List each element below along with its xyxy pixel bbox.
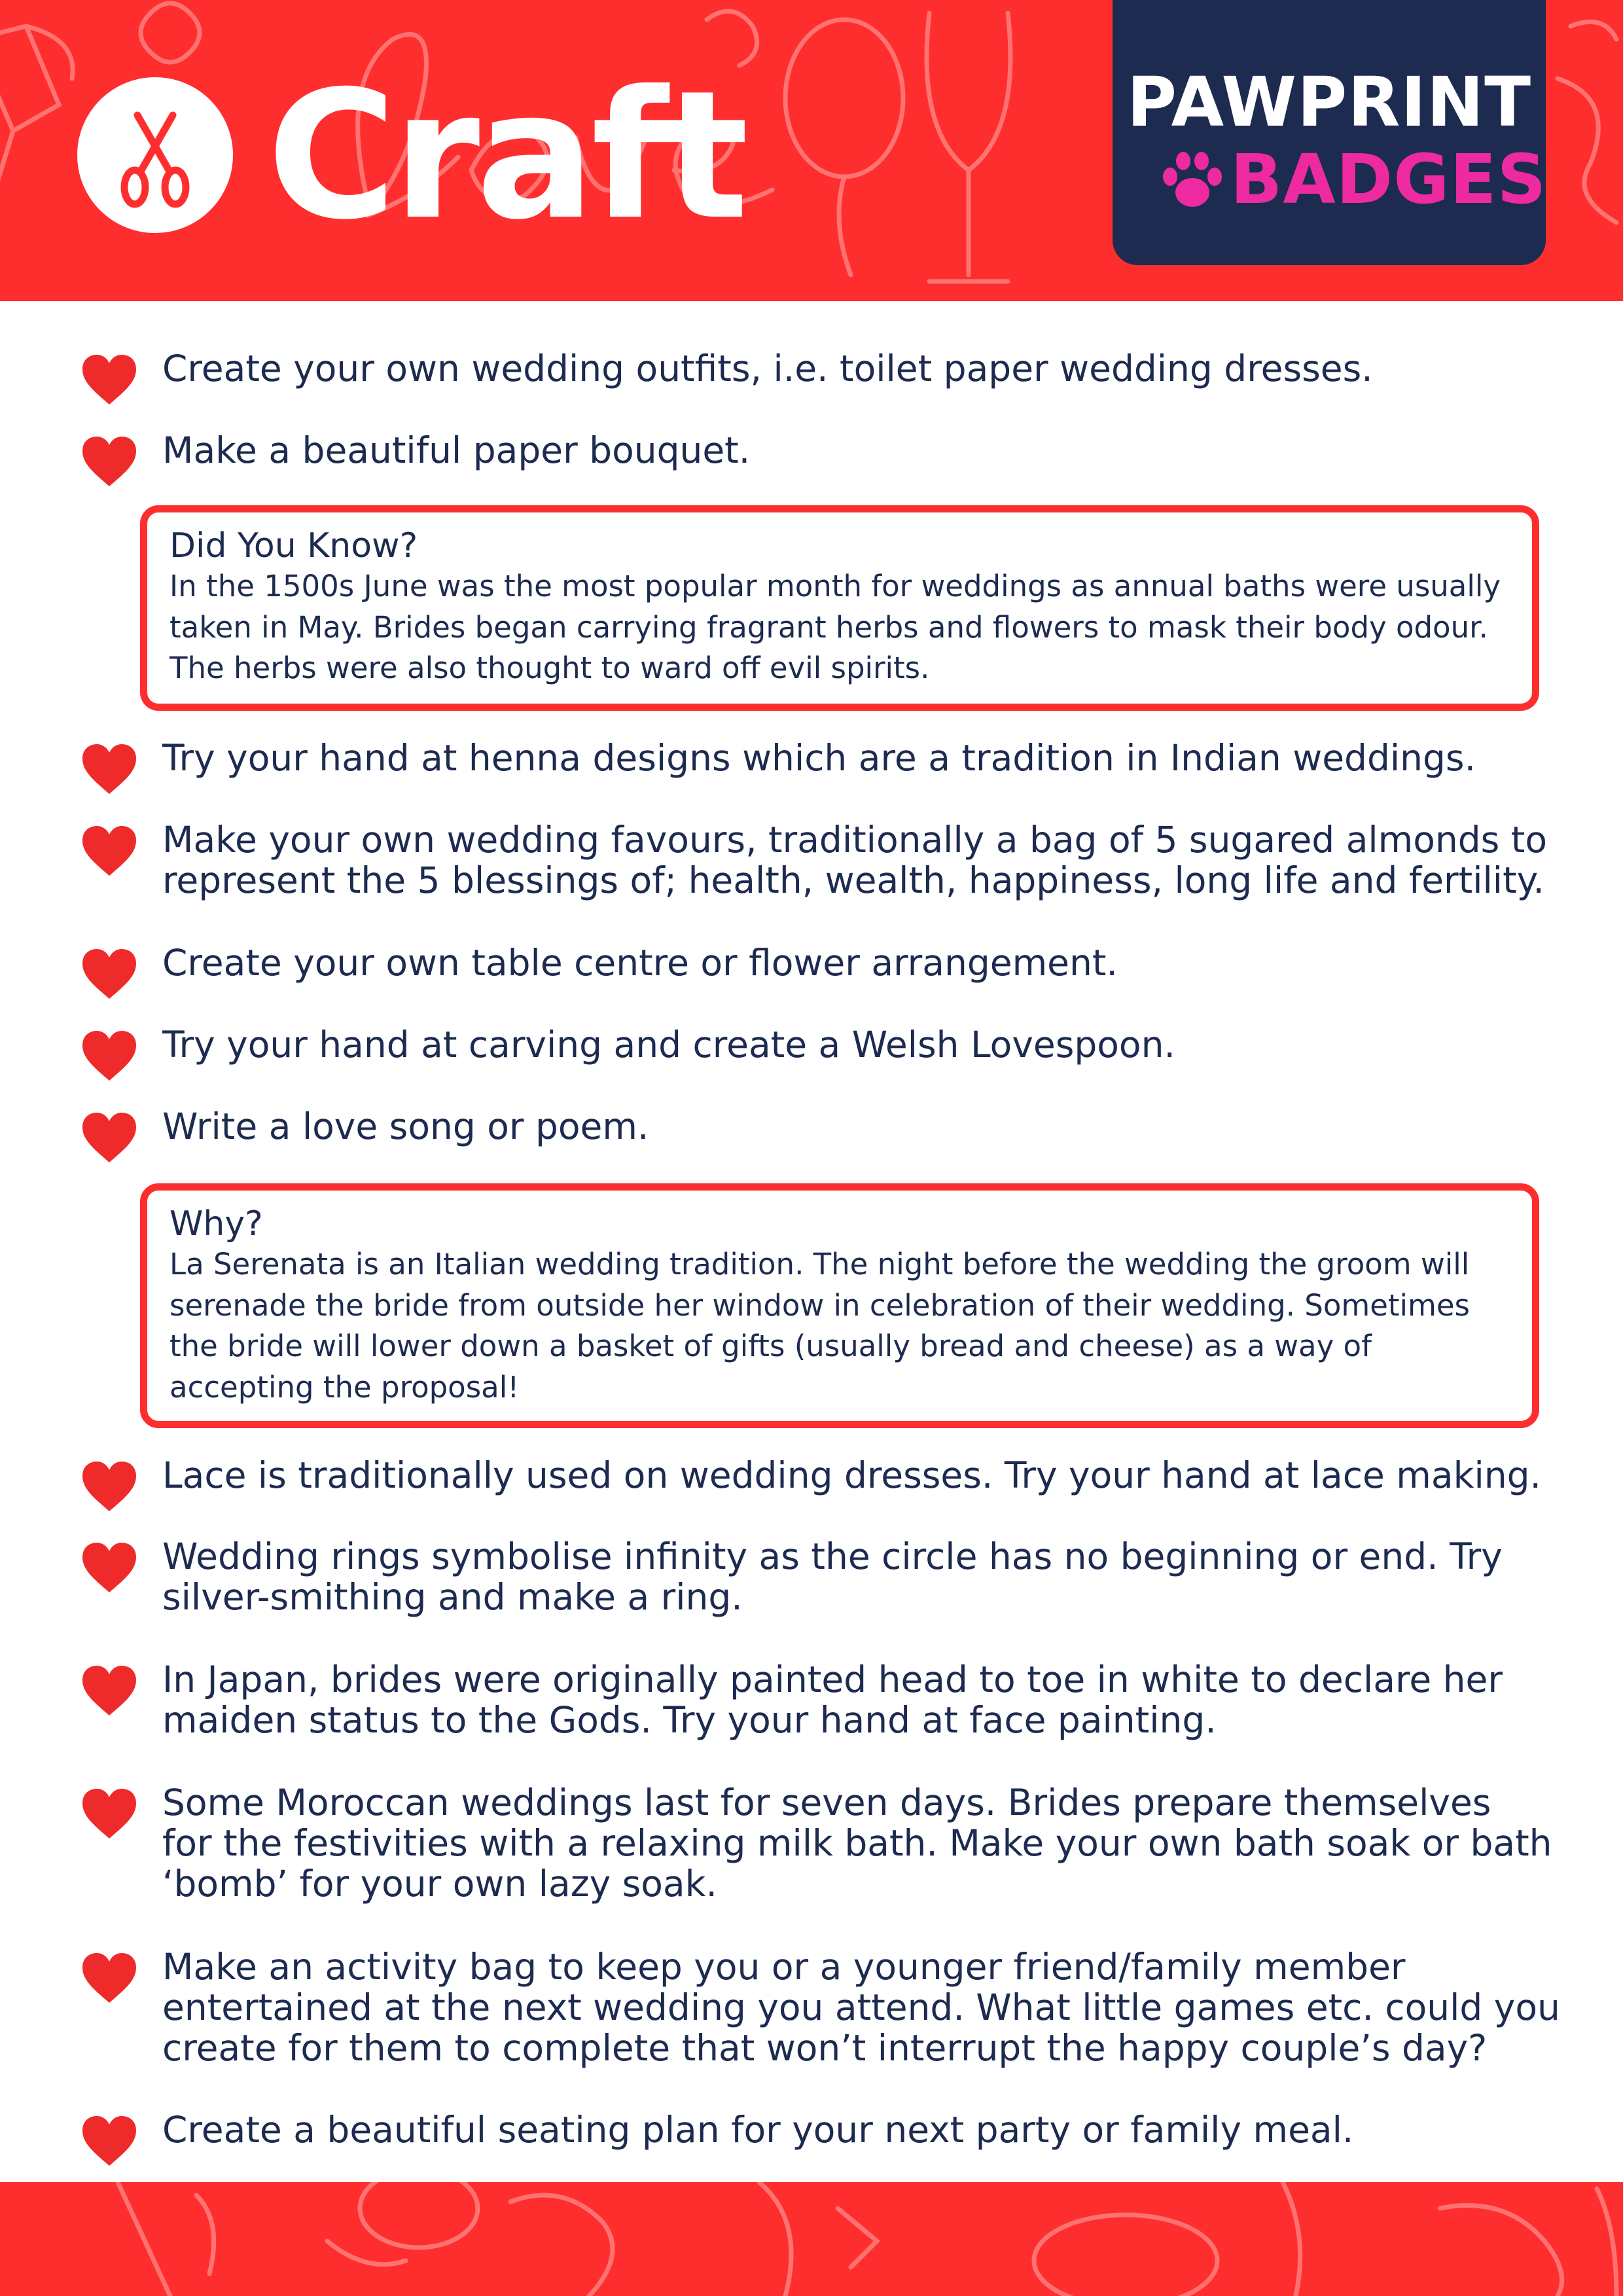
heart-icon — [81, 353, 137, 406]
list-item-text — [162, 819, 1547, 901]
list-item-line: Make your own wedding favours, traditionally a bag of 5 sugared almonds to — [162, 819, 1548, 861]
logo-line-2: BADGES — [1230, 139, 1547, 219]
list-item-line: In Japan, brides were originally painted head to toe in white to declare her — [162, 1659, 1503, 1700]
list-item-text — [162, 1946, 1560, 2069]
list-item-line: Create your own table centre or flower arrangement. — [162, 942, 1118, 984]
list-item-line: Make an activity bag to keep you or a younger friend/family member — [162, 1946, 1406, 1988]
list-item-line: Make a beautiful paper bouquet. — [162, 429, 751, 471]
info-box-line: serenade the bride from outside her window in celebration of their wedding. Sometimes — [169, 1287, 1470, 1323]
pawprint-badges-logo — [1113, 0, 1546, 265]
info-box-line: In the 1500s June was the most popular month for weddings as annual baths were usually — [169, 569, 1501, 603]
list-item-line: Write a love song or poem. — [162, 1105, 649, 1147]
list-item-text — [162, 738, 1547, 778]
info-box-content — [169, 526, 1518, 689]
heart-icon — [81, 743, 137, 795]
info-box-line: The herbs were also thought to ward off evil spirits. — [169, 651, 930, 685]
list-item-line: maiden status to the Gods. Try your hand at face painting. — [162, 1699, 1217, 1741]
header-banner — [0, 0, 1623, 301]
info-box-line: the bride will lower down a basket of gifts (usually bread and cheese) as a way of — [169, 1329, 1372, 1363]
scissors-icon — [77, 77, 233, 233]
heart-icon — [81, 1460, 137, 1513]
list-item-line: silver-smithing and make a ring. — [162, 1576, 743, 1618]
heart-icon — [81, 1787, 137, 1840]
scissors-badge — [77, 77, 233, 233]
heart-icon — [81, 435, 137, 488]
logo-line-2-wrap — [1158, 139, 1547, 219]
list-item-line: Lace is traditionally used on wedding dresses. Try your hand at lace making. — [162, 1454, 1541, 1496]
list-item-text — [162, 1659, 1547, 1740]
list-item-line: Some Moroccan weddings last for seven days. Brides prepare themselves — [162, 1782, 1491, 1823]
list-item-text — [162, 2109, 1547, 2150]
did-you-know-box — [140, 505, 1539, 711]
list-item-text — [162, 1106, 1547, 1147]
list-item-line: represent the 5 blessings of; health, wealth, happiness, long life and fertility. — [162, 859, 1544, 901]
list-item-text — [162, 1782, 1552, 1905]
heart-icon — [81, 2115, 137, 2167]
page-title: Craft — [267, 52, 745, 259]
info-box-line: accepting the proposal! — [169, 1369, 520, 1405]
list-item-line: Wedding rings symbolise infinity as the circle has no beginning or end. Try — [162, 1535, 1503, 1577]
list-item-line: ‘bomb’ for your own lazy soak. — [162, 1863, 717, 1905]
list-item-text — [162, 1455, 1547, 1496]
heart-icon — [81, 1664, 137, 1717]
logo-line-1: PAWPRINT — [1126, 62, 1532, 142]
heart-icon — [81, 948, 137, 1000]
info-box-line: La Serenata is an Italian wedding tradition. The night before the wedding the groom will — [169, 1247, 1470, 1282]
list-item-line: Create your own wedding outfits, i.e. toilet paper wedding dresses. — [162, 348, 1373, 389]
info-box-line: taken in May. Brides began carrying fragrant herbs and flowers to mask their body odour. — [169, 609, 1488, 645]
heart-icon — [81, 1952, 137, 2004]
list-item-text — [162, 430, 1547, 471]
list-item-text — [162, 348, 1547, 389]
list-item-line: Try your hand at henna designs which are a tradition in Indian weddings. — [162, 737, 1476, 779]
list-item-line: for the festivities with a relaxing milk bath. Make your own bath soak or bath — [162, 1822, 1552, 1864]
list-item-text — [162, 1024, 1547, 1065]
heart-icon — [81, 1111, 137, 1164]
why-box — [140, 1183, 1539, 1428]
list-item-text — [162, 1536, 1547, 1617]
list-item-text — [162, 942, 1547, 983]
info-box-title: Did You Know? — [169, 526, 418, 565]
info-box-title: Why? — [169, 1204, 263, 1244]
footer-banner — [0, 2182, 1623, 2296]
paw-icon — [1158, 148, 1230, 213]
list-item-line: Create a beautiful seating plan for your next party or family meal. — [162, 2109, 1354, 2151]
decorative-pattern — [0, 2182, 1623, 2296]
list-item-line: Try your hand at carving and create a Welsh Lovespoon. — [162, 1024, 1175, 1066]
heart-icon — [81, 1030, 137, 1082]
heart-icon — [81, 1541, 137, 1594]
list-item-line: create for them to complete that won’t interrupt the happy couple’s day? — [162, 2027, 1488, 2069]
info-box-content — [169, 1204, 1518, 1408]
list-item-line: entertained at the next wedding you attend. What little games etc. could you — [162, 1986, 1560, 2028]
heart-icon — [81, 825, 137, 877]
